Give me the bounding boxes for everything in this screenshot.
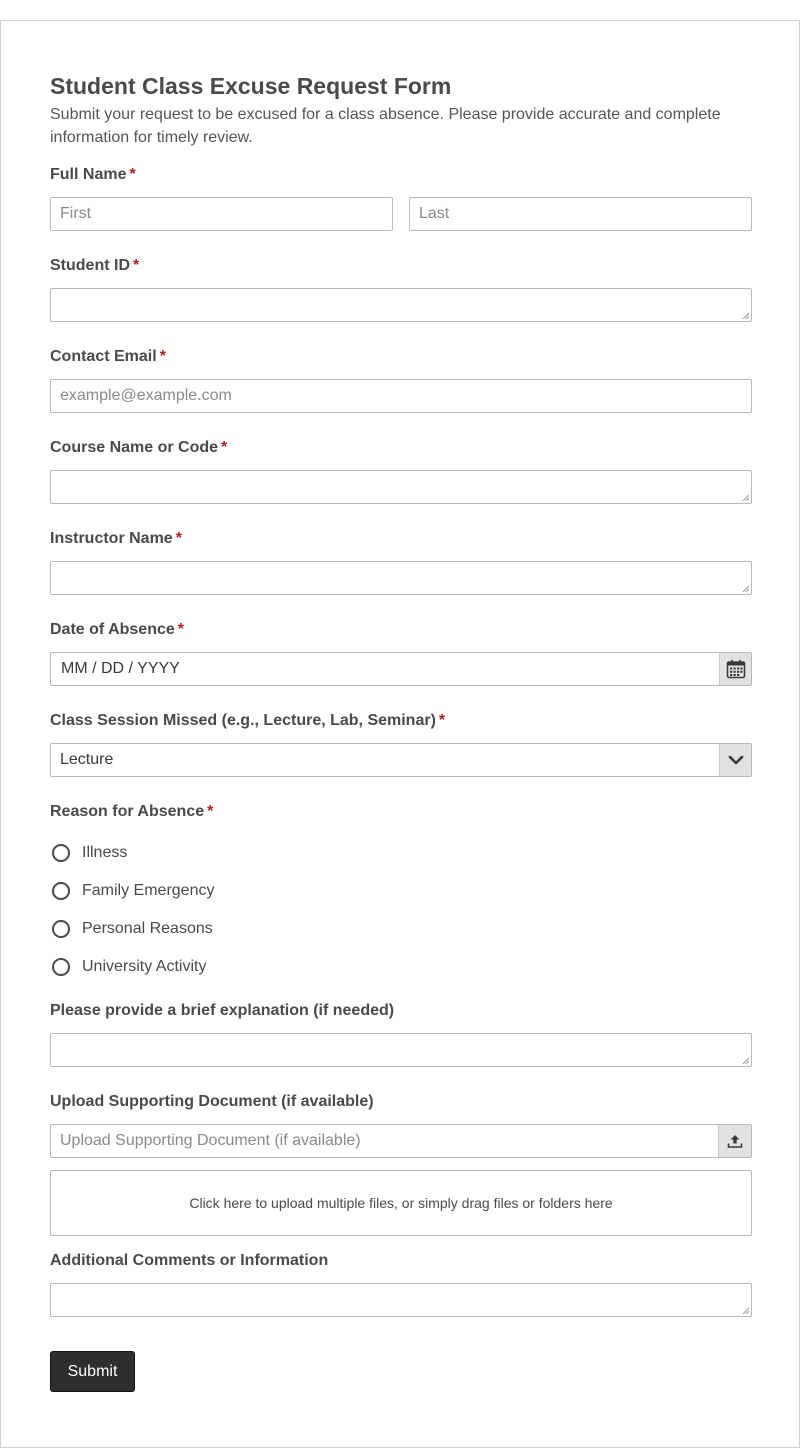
explanation-input[interactable] xyxy=(50,1033,752,1067)
required-marker: * xyxy=(438,712,446,729)
last-name-input[interactable] xyxy=(409,197,752,231)
session-dropdown-button[interactable] xyxy=(719,744,751,776)
radio-button[interactable] xyxy=(52,844,70,862)
submit-button[interactable]: Submit xyxy=(50,1351,135,1392)
course-label: Course Name or Code * xyxy=(50,439,228,456)
email-label: Contact Email * xyxy=(50,348,166,365)
session-selected-value: Lecture xyxy=(60,751,114,768)
session-select[interactable] xyxy=(50,743,752,777)
chevron-down-icon xyxy=(728,754,744,766)
reason-option-illness[interactable]: Illness xyxy=(50,842,127,864)
resize-grip-icon[interactable] xyxy=(742,1057,749,1064)
resize-grip-icon[interactable] xyxy=(742,312,749,319)
date-input[interactable] xyxy=(50,652,752,686)
resize-grip-icon[interactable] xyxy=(742,1307,749,1314)
reason-label: Reason for Absence * xyxy=(50,803,214,820)
calendar-icon xyxy=(726,659,746,679)
required-marker: * xyxy=(207,803,214,820)
first-name-placeholder: First xyxy=(60,205,92,222)
last-name-placeholder: Last xyxy=(419,205,450,222)
file-dropzone[interactable]: Click here to upload multiple files, or simply drag files or folders here xyxy=(50,1170,752,1236)
upload-button[interactable] xyxy=(718,1125,751,1157)
form-description: Submit your request to be excused for a class absence. Please provide accurate and complete information for timely review. xyxy=(50,106,721,146)
email-input[interactable] xyxy=(50,379,752,413)
first-name-input[interactable] xyxy=(50,197,393,231)
reason-option-university-activity[interactable]: University Activity xyxy=(50,956,206,978)
required-marker: * xyxy=(177,621,185,638)
student-id-input[interactable] xyxy=(50,288,752,322)
radio-button[interactable] xyxy=(52,958,70,976)
required-marker: * xyxy=(221,439,228,456)
instructor-label: Instructor Name * xyxy=(50,530,182,547)
email-placeholder: example@example.com xyxy=(60,387,232,404)
comments-input[interactable] xyxy=(50,1283,752,1317)
upload-input[interactable] xyxy=(50,1124,752,1158)
required-marker: * xyxy=(129,166,136,183)
upload-icon xyxy=(727,1133,743,1149)
required-marker: * xyxy=(175,530,182,547)
date-placeholder: MM / DD / YYYY xyxy=(61,660,180,677)
reason-option-family-emergency[interactable]: Family Emergency xyxy=(50,880,214,902)
full-name-label: Full Name * xyxy=(50,166,136,183)
radio-button[interactable] xyxy=(52,920,70,938)
date-label: Date of Absence * xyxy=(50,621,185,638)
course-input[interactable] xyxy=(50,470,752,504)
student-id-label: Student ID * xyxy=(50,257,140,274)
session-label: Class Session Missed (e.g., Lecture, Lab, Seminar) * xyxy=(50,712,446,729)
form-container xyxy=(0,20,800,1448)
instructor-input[interactable] xyxy=(50,561,752,595)
radio-button[interactable] xyxy=(52,882,70,900)
form-title: Student Class Excuse Request Form xyxy=(50,73,452,99)
upload-placeholder: Upload Supporting Document (if available) xyxy=(60,1132,361,1149)
explanation-label: Please provide a brief explanation (if needed) xyxy=(50,1002,395,1019)
required-marker: * xyxy=(159,348,166,365)
resize-grip-icon[interactable] xyxy=(742,585,749,592)
reason-option-personal-reasons[interactable]: Personal Reasons xyxy=(50,918,213,940)
resize-grip-icon[interactable] xyxy=(742,494,749,501)
upload-label: Upload Supporting Document (if available) xyxy=(50,1093,374,1110)
required-marker: * xyxy=(133,257,140,274)
calendar-button[interactable] xyxy=(719,653,751,685)
comments-label: Additional Comments or Information xyxy=(50,1252,329,1269)
